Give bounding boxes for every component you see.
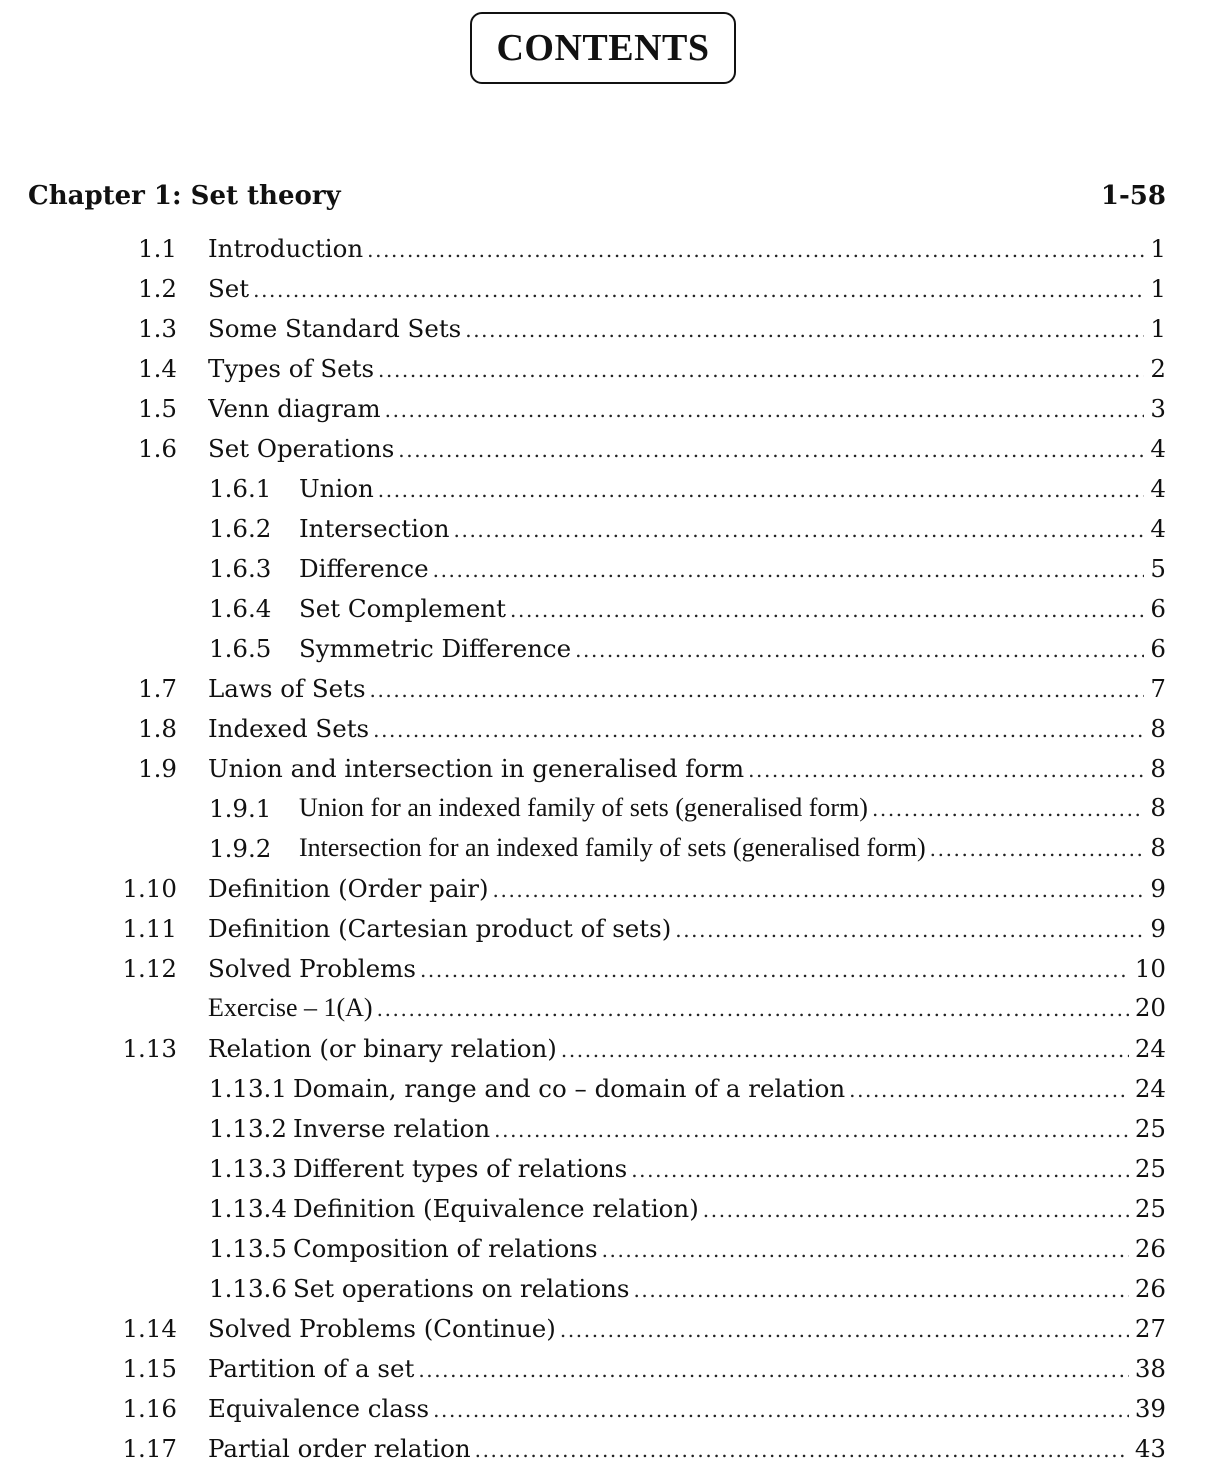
entry-title: Venn diagram — [208, 393, 381, 423]
toc-entry[interactable] — [0, 1388, 1214, 1428]
dot-leader — [420, 958, 1129, 982]
entry-number: 1.6 — [138, 433, 177, 463]
dot-leader — [433, 558, 1145, 582]
toc-entry[interactable] — [0, 988, 1214, 1028]
dot-leader — [398, 438, 1144, 462]
entry-title: Types of Sets — [208, 353, 375, 383]
entry-number: 1.6.3 — [209, 553, 272, 583]
entry-number: 1.13.3 — [209, 1153, 287, 1183]
toc-entry[interactable] — [0, 1428, 1214, 1468]
toc-entry[interactable] — [0, 1188, 1214, 1228]
toc-entry[interactable] — [0, 1348, 1214, 1388]
entry-title: Some Standard Sets — [208, 313, 462, 343]
entry-page-number: 24 — [1134, 1073, 1166, 1103]
toc-entry[interactable] — [0, 268, 1214, 308]
entry-number: 1.10 — [122, 873, 177, 903]
dot-leader — [703, 1198, 1129, 1222]
toc-entry[interactable] — [0, 388, 1214, 428]
entry-title: Solved Problems (Continue) — [208, 1313, 556, 1343]
entry-number: 1.17 — [122, 1433, 177, 1463]
entry-title: Solved Problems — [208, 953, 416, 983]
entry-number: 1.13.4 — [209, 1193, 287, 1223]
entry-number: 1.9.1 — [209, 793, 272, 823]
chapter-pages: 1-58 — [1100, 181, 1166, 211]
entry-title: Difference — [299, 553, 429, 583]
entry-page-number: 20 — [1134, 993, 1166, 1022]
contents-heading-box — [470, 12, 736, 84]
entry-page-number: 9 — [1150, 873, 1166, 903]
entry-page-number: 39 — [1134, 1393, 1166, 1423]
entry-page-number: 1 — [1150, 233, 1166, 263]
entry-number: 1.13 — [122, 1033, 177, 1063]
dot-leader — [748, 758, 1144, 782]
dot-leader — [602, 1238, 1129, 1262]
entry-page-number: 24 — [1134, 1033, 1166, 1063]
entry-title: Laws of Sets — [208, 673, 366, 703]
dot-leader — [675, 918, 1144, 942]
entry-page-number: 5 — [1150, 553, 1166, 583]
chapter-heading — [28, 176, 1166, 216]
entry-page-number: 1 — [1150, 273, 1166, 303]
dot-leader — [561, 1038, 1129, 1062]
entry-number: 1.13.2 — [209, 1113, 287, 1143]
entry-number: 1.15 — [122, 1353, 177, 1383]
dot-leader — [494, 1118, 1129, 1142]
entry-page-number: 26 — [1134, 1273, 1166, 1303]
entry-title: Set Operations — [208, 433, 395, 463]
toc-entry[interactable] — [0, 788, 1214, 828]
dot-leader — [465, 318, 1144, 342]
toc-entry[interactable] — [0, 1068, 1214, 1108]
entry-page-number: 25 — [1134, 1193, 1166, 1223]
dot-leader — [385, 398, 1145, 422]
entry-page-number: 4 — [1150, 433, 1166, 463]
toc-entry[interactable] — [0, 748, 1214, 788]
entry-title: Indexed Sets — [208, 713, 370, 743]
entry-number: 1.16 — [122, 1393, 177, 1423]
toc-entry[interactable] — [0, 1308, 1214, 1348]
dot-leader — [633, 1278, 1128, 1302]
entry-page-number: 27 — [1134, 1313, 1166, 1343]
entry-number: 1.11 — [122, 913, 177, 943]
dot-leader — [418, 1358, 1129, 1382]
toc-entry[interactable] — [0, 828, 1214, 868]
entry-page-number: 25 — [1134, 1113, 1166, 1143]
toc-entry[interactable] — [0, 588, 1214, 628]
entry-page-number: 1 — [1150, 313, 1166, 343]
toc-entry[interactable] — [0, 1028, 1214, 1068]
dot-leader — [253, 278, 1144, 302]
entry-title: Partition of a set — [208, 1353, 415, 1383]
entry-number: 1.13.5 — [209, 1233, 287, 1263]
toc-entry[interactable] — [0, 428, 1214, 468]
entry-number: 1.7 — [138, 673, 177, 703]
entry-page-number: 9 — [1150, 913, 1166, 943]
entry-number: 1.4 — [138, 353, 177, 383]
entry-page-number: 8 — [1150, 793, 1166, 822]
entry-title: Set — [208, 273, 250, 303]
dot-leader — [849, 1078, 1129, 1102]
dot-leader — [475, 1438, 1129, 1462]
toc-entry[interactable] — [0, 348, 1214, 388]
entry-title: Composition of relations — [292, 1233, 598, 1263]
toc-entry[interactable] — [0, 628, 1214, 668]
entry-title: Definition (Equivalence relation) — [292, 1193, 699, 1223]
entry-title: Union — [299, 473, 374, 503]
contents-heading: CONTENTS — [496, 27, 710, 69]
entry-page-number: 7 — [1150, 673, 1166, 703]
entry-number: 1.6.2 — [209, 513, 272, 543]
dot-leader — [377, 997, 1129, 1021]
entry-page-number: 8 — [1150, 753, 1166, 783]
toc-entry[interactable] — [0, 708, 1214, 748]
entry-page-number: 2 — [1150, 353, 1166, 383]
entry-title: Inverse relation — [292, 1113, 491, 1143]
toc-entry[interactable] — [0, 1148, 1214, 1188]
dot-leader — [872, 797, 1144, 821]
entry-page-number: 8 — [1150, 713, 1166, 743]
chapter-title: Chapter 1: Set theory — [28, 181, 341, 211]
entry-title: Exercise – 1(A) — [208, 993, 373, 1022]
toc-entry[interactable] — [0, 308, 1214, 348]
entry-number: 1.6.1 — [209, 473, 272, 503]
entry-page-number: 3 — [1150, 393, 1166, 423]
entry-title: Definition (Cartesian product of sets) — [208, 913, 672, 943]
entry-page-number: 26 — [1134, 1233, 1166, 1263]
entry-title: Union and intersection in generalised form — [208, 753, 745, 783]
toc-entry[interactable] — [0, 1108, 1214, 1148]
entry-page-number: 6 — [1150, 593, 1166, 623]
toc-entry[interactable] — [0, 1268, 1214, 1308]
dot-leader — [378, 358, 1144, 382]
entry-number: 1.6.4 — [209, 593, 272, 623]
entry-number: 1.13.6 — [209, 1273, 287, 1303]
entry-number: 1.1 — [138, 233, 177, 263]
dot-leader — [560, 1318, 1129, 1342]
entry-number: 1.2 — [138, 273, 177, 303]
dot-leader — [454, 518, 1145, 542]
entry-page-number: 8 — [1150, 833, 1166, 862]
entry-number: 1.9.2 — [209, 833, 272, 863]
entry-number: 1.12 — [122, 953, 177, 983]
toc-entry[interactable] — [0, 548, 1214, 588]
dot-leader — [373, 718, 1144, 742]
toc-entry[interactable] — [0, 468, 1214, 508]
entry-number: 1.6.5 — [209, 633, 272, 663]
entry-page-number: 43 — [1134, 1433, 1166, 1463]
entry-title: Relation (or binary relation) — [208, 1033, 557, 1063]
entry-number: 1.14 — [122, 1313, 177, 1343]
toc-entry[interactable] — [0, 868, 1214, 908]
entry-page-number: 6 — [1150, 633, 1166, 663]
toc-entry[interactable] — [0, 508, 1214, 548]
dot-leader — [367, 238, 1144, 262]
entry-title: Intersection — [299, 513, 450, 543]
entry-title: Definition (Order pair) — [208, 873, 489, 903]
entry-number: 1.3 — [138, 313, 177, 343]
entry-title: Set operations on relations — [292, 1273, 630, 1303]
entry-page-number: 38 — [1134, 1353, 1166, 1383]
entry-page-number: 4 — [1150, 513, 1166, 543]
entry-title: Partial order relation — [208, 1433, 471, 1463]
dot-leader — [575, 638, 1144, 662]
entry-title: Domain, range and co – domain of a relation — [292, 1073, 846, 1103]
dot-leader — [433, 1398, 1129, 1422]
entry-page-number: 25 — [1134, 1153, 1166, 1183]
entry-title: Set Complement — [299, 593, 507, 623]
dot-leader — [378, 478, 1145, 502]
entry-title: Introduction — [208, 233, 364, 263]
toc-entry[interactable] — [0, 228, 1214, 268]
entry-title: Equivalence class — [208, 1393, 430, 1423]
entry-title: Different types of relations — [292, 1153, 628, 1183]
dot-leader — [493, 878, 1145, 902]
entry-title: Intersection for an indexed family of sets (generalised form) — [299, 833, 926, 862]
dot-leader — [370, 678, 1145, 702]
entry-page-number: 10 — [1134, 953, 1166, 983]
toc-entry[interactable] — [0, 948, 1214, 988]
entry-title: Union for an indexed family of sets (generalised form) — [299, 793, 868, 822]
entry-title: Symmetric Difference — [299, 633, 572, 663]
toc-entry[interactable] — [0, 908, 1214, 948]
dot-leader — [930, 837, 1145, 861]
entry-page-number: 4 — [1150, 473, 1166, 503]
entry-number: 1.8 — [138, 713, 177, 743]
toc-entry[interactable] — [0, 1228, 1214, 1268]
entry-number: 1.5 — [138, 393, 177, 423]
dot-leader — [631, 1158, 1129, 1182]
toc-entry[interactable] — [0, 668, 1214, 708]
entry-number: 1.13.1 — [209, 1073, 287, 1103]
entry-number: 1.9 — [138, 753, 177, 783]
dot-leader — [510, 598, 1144, 622]
